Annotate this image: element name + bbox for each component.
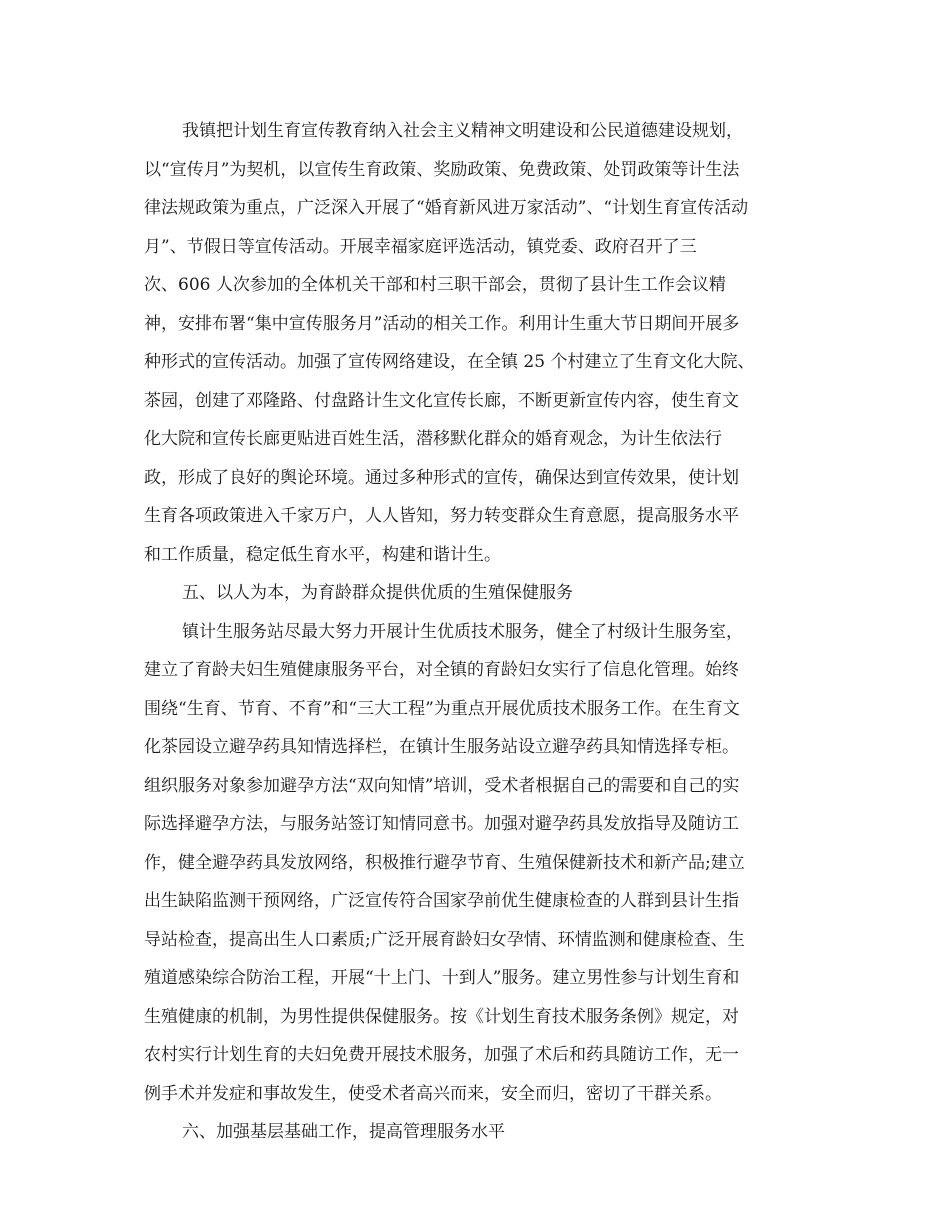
text-line: 种形式的宣传活动。加强了宣传网络建设，在全镇 25 个村建立了生育文化大院、 [144,352,755,372]
text-line: 建立了育龄夫妇生殖健康服务平台，对全镇的育龄妇女实行了信息化管理。始终 [144,660,739,680]
text-line: 化大院和宣传长廊更贴进百姓生活，潜移默化群众的婚育观念，为计生依法行 [144,429,722,449]
text-line: 次、606 人次参加的全体机关干部和村三职干部会，贯彻了县计生工作会议精 [144,275,726,295]
text-line: 作，健全避孕药具发放网络，积极推行避孕节育、生殖保健新技术和新产品;建立 [144,852,745,873]
document-body [144,112,808,1152]
text-line: 出生缺陷监测干预网络，广泛宣传符合国家孕前优生健康检查的人群到县计生指 [144,891,739,911]
text-line: 律法规政策为重点，广泛深入开展了“婚育新风进万家活动”、“计划生育宣传活动 [144,198,749,218]
paragraph-start-line: 六、加强基层基础工作，提高管理服务水平 [182,1122,505,1142]
paragraph-start-line: 我镇把计划生育宣传教育纳入社会主义精神文明建设和公民道德建设规划， [182,121,743,141]
text-line: 茶园，创建了邓隆路、付盘路计生文化宣传长廊，不断更新宣传内容，使生育文 [144,390,739,411]
text-line: 殖道感染综合防治工程，开展“十上门、十到人”服务。建立男性参与计划生育和 [144,968,740,988]
text-line: 月”、节假日等宣传活动。开展幸福家庭评选活动，镇党委、政府召开了三 [144,236,697,257]
paragraph-start-line: 五、以人为本，为育龄群众提供优质的生殖保健服务 [182,583,573,603]
text-line: 神，安排布署“集中宣传服务月”活动的相关工作。利用计生重大节日期间开展多 [144,313,740,334]
text-line: 生殖健康的机制，为男性提供保健服务。按《计划生育技术服务条例》规定，对 [144,1006,739,1027]
text-line: 农村实行计划生育的夫妇免费开展技术服务，加强了术后和药具随访工作，无一 [144,1045,739,1065]
text-line: 生育各项政策进入千家万户，人人皆知，努力转变群众生育意愿，提高服务水平 [144,506,739,526]
paragraph-start-line: 镇计生服务站尽最大努力开展计生优质技术服务，健全了村级计生服务室， [182,621,743,642]
text-line: 以“宣传月”为契机，以宣传生育政策、奖励政策、免费政策、处罚政策等计生法 [144,159,740,180]
text-line: 和工作质量，稳定低生育水平，构建和谐计生。 [144,544,501,565]
text-line: 际选择避孕方法，与服务站签订知情同意书。加强对避孕药具发放指导及随访工 [144,814,739,834]
text-line: 围绕“生育、节育、不育”和“三大工程”为重点开展优质技术服务工作。在生育文 [144,698,740,719]
text-line: 组织服务对象参加避孕方法“双向知情”培训，受术者根据自己的需要和自己的实 [144,775,740,796]
text-line: 例手术并发症和事故发生，使受术者高兴而来，安全而归，密切了干群关系。 [144,1083,722,1104]
text-line: 导站检查，提高出生人口素质;广泛开展育龄妇女孕情、环情监测和健康检查、生 [144,929,745,950]
text-line: 化茶园设立避孕药具知情选择栏，在镇计生服务站设立避孕药具知情选择专柜。 [144,737,739,757]
text-line: 政，形成了良好的舆论环境。通过多种形式的宣传，确保达到宣传效果，使计划 [144,467,739,488]
